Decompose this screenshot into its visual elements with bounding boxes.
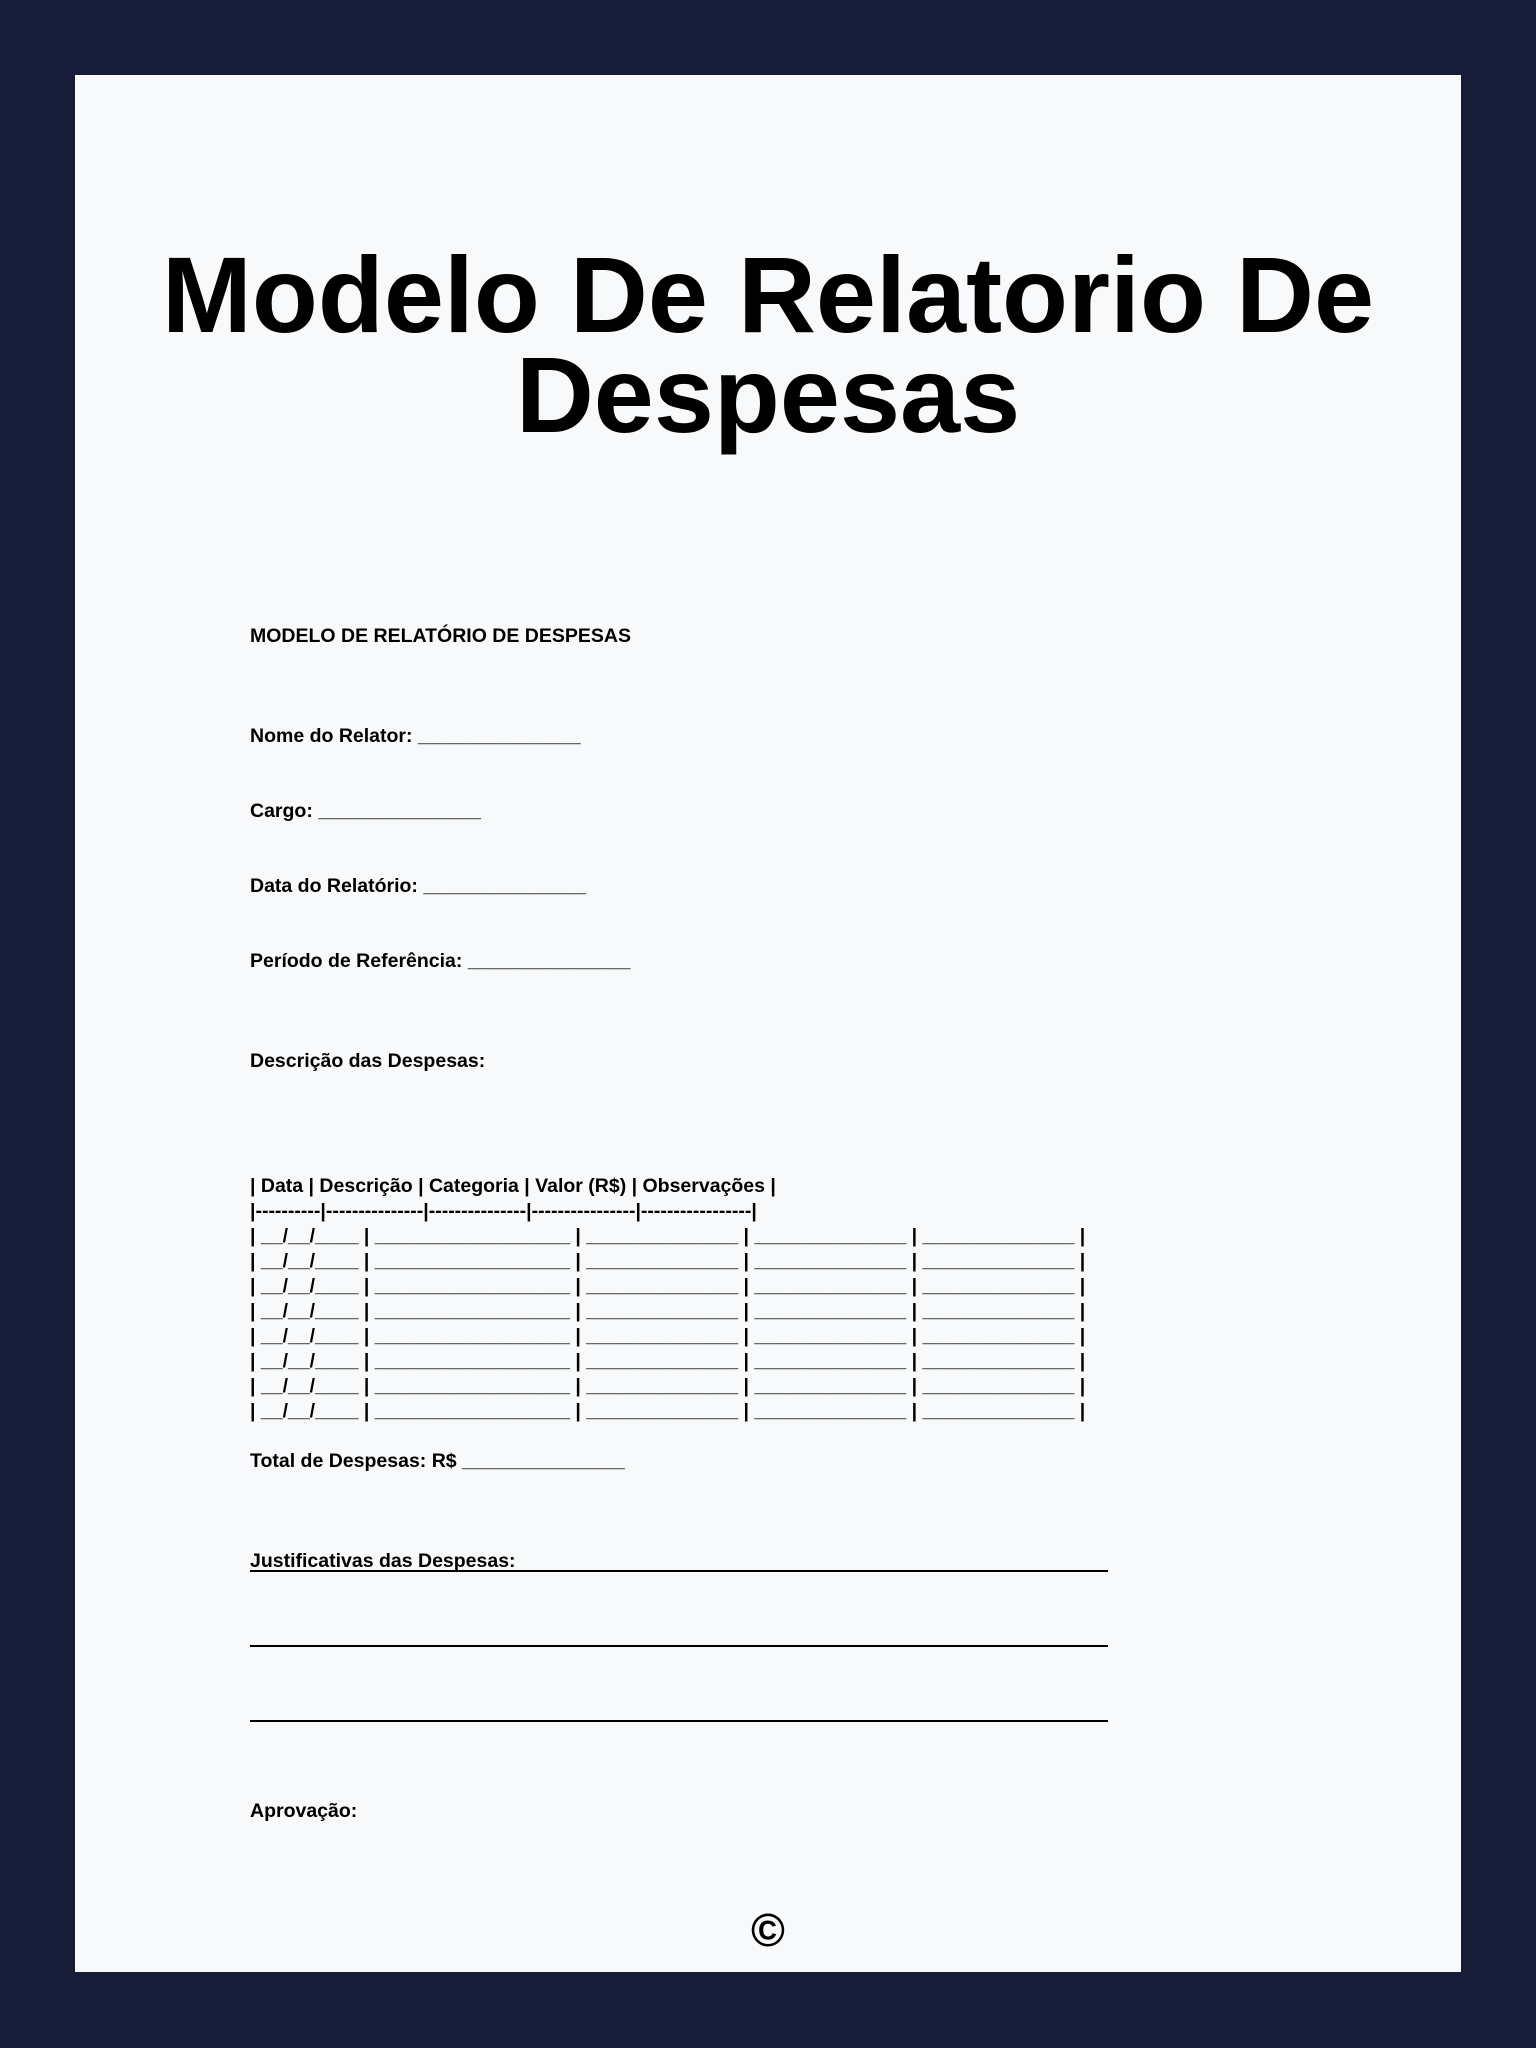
document-page <box>75 75 1461 1972</box>
table-separator: |----------|---------------|---------------|----------------|-----------------| <box>250 1200 757 1222</box>
justification-line <box>250 1570 1108 1572</box>
report-date-field: Data do Relatório: _______________ <box>250 875 587 897</box>
table-row: | __/__/____ | __________________ | ______________ | ______________ | ______________ | <box>250 1225 1086 1247</box>
document-title: Modelo De Relatorio De Despesas <box>161 234 1375 455</box>
expenses-description-label: Descrição das Despesas: <box>250 1050 486 1072</box>
justifications-label: Justificativas das Despesas: <box>250 1550 516 1572</box>
table-row: | __/__/____ | __________________ | ______________ | ______________ | ______________ | <box>250 1275 1086 1297</box>
table-row: | __/__/____ | __________________ | ______________ | ______________ | ______________ | <box>250 1350 1086 1372</box>
copyright-icon: © <box>751 1904 785 1956</box>
justification-line <box>250 1645 1108 1647</box>
table-row: | __/__/____ | __________________ | ______________ | ______________ | ______________ | <box>250 1250 1086 1272</box>
table-row: | __/__/____ | __________________ | ______________ | ______________ | ______________ | <box>250 1300 1086 1322</box>
position-field: Cargo: _______________ <box>250 800 481 822</box>
table-row: | __/__/____ | __________________ | ______________ | ______________ | ______________ | <box>250 1375 1086 1397</box>
approval-label: Aprovação: <box>250 1800 358 1822</box>
justification-line <box>250 1720 1108 1722</box>
table-header: | Data | Descrição | Categoria | Valor (R$) | Observações | <box>250 1175 776 1197</box>
report-heading: MODELO DE RELATÓRIO DE DESPESAS <box>250 625 632 647</box>
table-row: | __/__/____ | __________________ | ______________ | ______________ | ______________ | <box>250 1400 1086 1422</box>
reporter-name-field: Nome do Relator: _______________ <box>250 725 581 747</box>
total-expenses-field: Total de Despesas: R$ _______________ <box>250 1450 625 1472</box>
reference-period-field: Período de Referência: _______________ <box>250 950 631 972</box>
table-row: | __/__/____ | __________________ | ______________ | ______________ | ______________ | <box>250 1325 1086 1347</box>
